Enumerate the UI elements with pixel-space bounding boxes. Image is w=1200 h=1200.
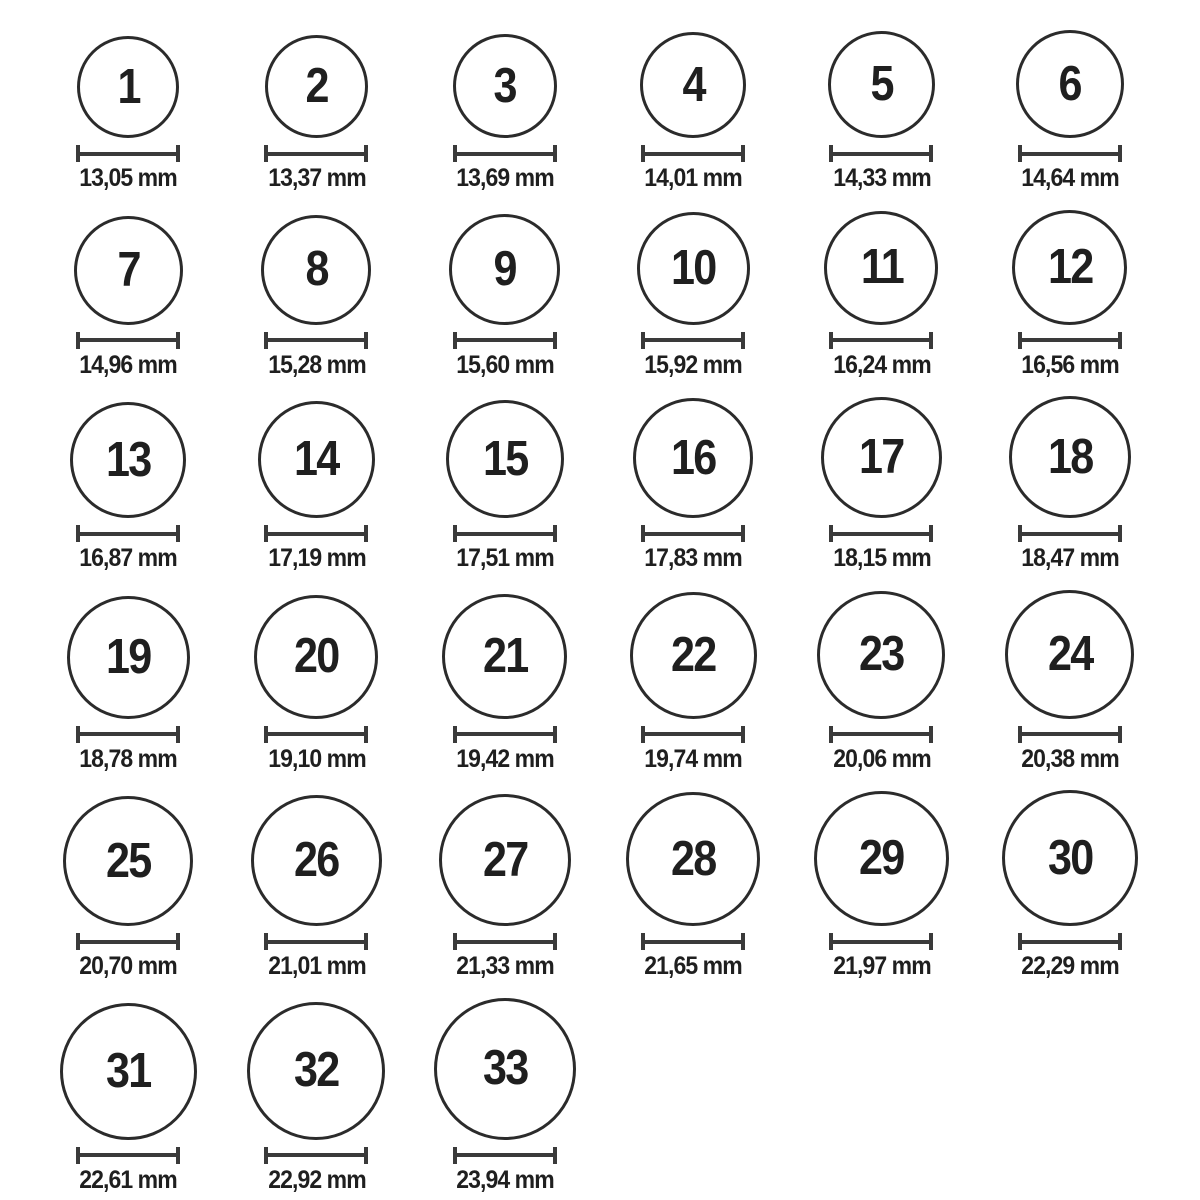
- diameter-ruler-icon: [453, 145, 557, 162]
- diameter-label: 14,01 mm: [644, 164, 742, 192]
- diameter-ruler-icon: [453, 1147, 557, 1164]
- diameter-ruler-icon: [641, 525, 745, 542]
- ring-circle: [1012, 210, 1127, 325]
- diameter-ruler-icon: [264, 332, 368, 349]
- ring-number: 31: [105, 1043, 151, 1098]
- diameter-ruler-icon: [76, 525, 180, 542]
- ring-size-item: [828, 31, 935, 193]
- ring-number: 10: [670, 240, 716, 295]
- diameter-label: 15,92 mm: [644, 350, 742, 379]
- diameter-label: 21,65 mm: [644, 952, 742, 980]
- ring-size-item: [814, 791, 949, 981]
- diameter-label: 22,61 mm: [79, 1165, 177, 1194]
- ring-circle: [265, 35, 368, 138]
- diameter-label: 18,78 mm: [79, 744, 177, 773]
- ring-number: 2: [305, 59, 328, 113]
- ring-size-item: [251, 795, 382, 981]
- diameter-ruler-icon: [264, 726, 368, 743]
- ring-number: 30: [1047, 830, 1093, 885]
- ring-number: 29: [859, 831, 904, 885]
- ring-number: 25: [105, 833, 151, 888]
- ring-size-item: [633, 398, 753, 573]
- diameter-label: 13,05 mm: [79, 164, 177, 192]
- diameter-label: 15,60 mm: [456, 350, 554, 379]
- ring-size-item: [817, 591, 945, 774]
- diameter-ruler-icon: [264, 1147, 368, 1164]
- diameter-ruler-icon: [76, 933, 180, 950]
- ring-number: 14: [294, 432, 339, 486]
- diameter-label: 19,10 mm: [267, 744, 366, 773]
- ring-number: 1: [117, 59, 140, 114]
- diameter-ruler-icon: [453, 525, 557, 542]
- diameter-label: 18,47 mm: [1021, 544, 1119, 572]
- ring-number: 3: [493, 58, 516, 113]
- ring-number: 19: [105, 629, 151, 684]
- ring-circle: [633, 398, 753, 518]
- diameter-ruler-icon: [829, 933, 933, 950]
- diameter-ruler-icon: [829, 726, 933, 743]
- diameter-label: 17,19 mm: [267, 544, 366, 572]
- ring-circle: [630, 592, 757, 719]
- diameter-ruler-icon: [453, 933, 557, 950]
- ring-circle: [449, 214, 560, 325]
- ring-circle: [828, 31, 935, 138]
- diameter-label: 21,33 mm: [456, 952, 554, 980]
- diameter-label: 16,87 mm: [79, 544, 177, 572]
- ring-number: 33: [482, 1041, 528, 1095]
- ring-number: 7: [117, 242, 140, 297]
- diameter-ruler-icon: [76, 1147, 180, 1164]
- diameter-label: 14,96 mm: [79, 350, 177, 379]
- ring-number: 24: [1047, 626, 1093, 681]
- ring-size-item: [264, 35, 370, 193]
- ring-size-item: [74, 216, 183, 380]
- diameter-ruler-icon: [829, 145, 933, 162]
- ring-number: 11: [860, 240, 903, 294]
- ring-size-item: [247, 1002, 385, 1195]
- ring-number: 28: [670, 831, 716, 886]
- ring-circle: [626, 792, 760, 926]
- ring-size-item: [67, 596, 190, 774]
- ring-size-item: [1002, 790, 1138, 981]
- ring-number: 12: [1047, 239, 1093, 294]
- diameter-ruler-icon: [641, 332, 745, 349]
- ring-circle: [247, 1002, 385, 1140]
- ring-number: 4: [682, 57, 705, 112]
- diameter-label: 22,92 mm: [267, 1165, 366, 1194]
- ring-circle: [442, 594, 567, 719]
- ring-size-item: [626, 792, 760, 981]
- diameter-ruler-icon: [453, 332, 557, 349]
- diameter-ruler-icon: [264, 145, 368, 162]
- diameter-ruler-icon: [1018, 933, 1122, 950]
- ring-number: 20: [294, 629, 339, 683]
- diameter-ruler-icon: [1018, 726, 1122, 743]
- diameter-label: 20,06 mm: [832, 744, 931, 773]
- diameter-label: 17,51 mm: [456, 544, 554, 572]
- ring-number: 15: [482, 431, 528, 486]
- ring-size-item: [446, 400, 564, 573]
- diameter-label: 19,74 mm: [644, 744, 742, 773]
- diameter-ruler-icon: [641, 726, 745, 743]
- ring-size-item: [1012, 210, 1127, 380]
- ring-circle: [434, 998, 576, 1140]
- ring-number: 5: [870, 57, 893, 111]
- diameter-label: 17,83 mm: [644, 544, 742, 572]
- diameter-ruler-icon: [641, 933, 745, 950]
- ring-size-item: [821, 397, 942, 573]
- ring-size-item: [70, 402, 186, 573]
- ring-number: 22: [670, 627, 716, 682]
- ring-circle: [60, 1003, 197, 1140]
- diameter-ruler-icon: [641, 145, 745, 162]
- ring-number: 9: [493, 241, 516, 296]
- diameter-label: 16,24 mm: [832, 350, 931, 379]
- ring-size-item: [452, 34, 558, 193]
- ring-circle: [70, 402, 186, 518]
- ring-number: 16: [670, 430, 716, 485]
- diameter-label: 20,38 mm: [1021, 744, 1119, 773]
- diameter-ruler-icon: [453, 726, 557, 743]
- ring-circle: [453, 34, 557, 138]
- ring-circle: [439, 794, 571, 926]
- ring-circle: [824, 211, 938, 325]
- ring-circle: [821, 397, 942, 518]
- ring-number: 23: [859, 627, 904, 681]
- ring-number: 18: [1047, 429, 1093, 484]
- diameter-ruler-icon: [1018, 332, 1122, 349]
- diameter-ruler-icon: [76, 145, 180, 162]
- ring-circle: [254, 595, 378, 719]
- ring-circle: [1016, 30, 1124, 138]
- diameter-ruler-icon: [1018, 145, 1122, 162]
- ring-number: 21: [482, 628, 528, 683]
- ring-size-item: [261, 215, 371, 380]
- diameter-ruler-icon: [1018, 525, 1122, 542]
- ring-size-item: [60, 1003, 197, 1195]
- diameter-label: 22,29 mm: [1021, 952, 1119, 980]
- ring-number: 32: [294, 1043, 339, 1097]
- ring-circle: [814, 791, 949, 926]
- ring-circle: [261, 215, 371, 325]
- ring-size-item: [1009, 396, 1131, 573]
- ring-size-item: [630, 592, 757, 774]
- diameter-ruler-icon: [264, 933, 368, 950]
- diameter-label: 13,69 mm: [456, 164, 554, 192]
- diameter-label: 21,01 mm: [267, 952, 366, 980]
- diameter-label: 13,37 mm: [267, 164, 366, 192]
- ring-size-item: [439, 794, 571, 981]
- ring-number: 27: [482, 832, 528, 887]
- diameter-label: 18,15 mm: [832, 544, 931, 572]
- ring-circle: [817, 591, 945, 719]
- diameter-label: 23,94 mm: [456, 1165, 554, 1194]
- ring-circle: [251, 795, 382, 926]
- ring-circle: [258, 401, 375, 518]
- ring-circle: [637, 212, 750, 325]
- diameter-label: 14,64 mm: [1021, 164, 1119, 192]
- ring-number: 13: [105, 432, 151, 487]
- ring-size-item: [1016, 30, 1124, 193]
- diameter-ruler-icon: [829, 525, 933, 542]
- ring-circle: [640, 32, 746, 138]
- ring-number: 8: [305, 242, 328, 296]
- diameter-label: 20,70 mm: [79, 952, 177, 980]
- diameter-ruler-icon: [829, 332, 933, 349]
- ring-size-item: [434, 998, 576, 1195]
- diameter-ruler-icon: [76, 726, 180, 743]
- diameter-label: 21,97 mm: [832, 952, 931, 980]
- ring-circle: [67, 596, 190, 719]
- ring-size-item: [1005, 590, 1134, 774]
- diameter-label: 15,28 mm: [267, 350, 366, 379]
- ring-circle: [63, 796, 193, 926]
- diameter-label: 19,42 mm: [456, 744, 554, 773]
- diameter-label: 16,56 mm: [1021, 350, 1119, 379]
- ring-circle: [1009, 396, 1131, 518]
- ring-circle: [446, 400, 564, 518]
- ring-number: 26: [294, 833, 339, 887]
- diameter-label: 14,33 mm: [832, 164, 931, 192]
- ring-size-item: [640, 32, 746, 193]
- ring-size-item: [442, 594, 567, 774]
- ring-circle: [1005, 590, 1134, 719]
- ring-number: 17: [859, 430, 904, 484]
- ring-circle: [77, 36, 179, 138]
- diameter-ruler-icon: [76, 332, 180, 349]
- ring-size-item: [449, 214, 560, 380]
- diameter-ruler-icon: [264, 525, 368, 542]
- ring-size-item: [254, 595, 378, 774]
- ring-size-item: [637, 212, 750, 380]
- ring-circle: [74, 216, 183, 325]
- ring-size-item: [63, 796, 193, 981]
- ring-circle: [1002, 790, 1138, 926]
- ring-size-item: [258, 401, 375, 573]
- ring-size-item: [824, 211, 938, 380]
- ring-number: 6: [1058, 56, 1081, 111]
- ring-size-item: [75, 36, 181, 193]
